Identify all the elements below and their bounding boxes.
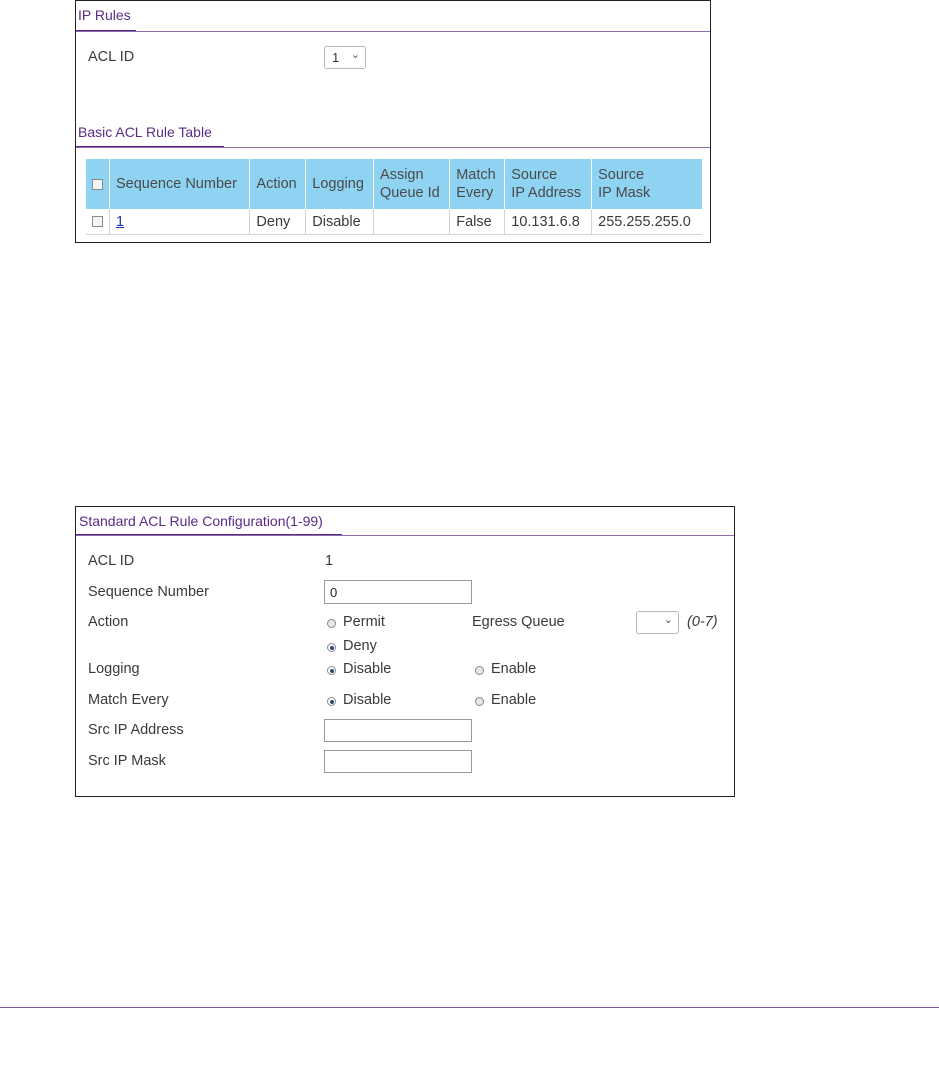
deny-radio[interactable] — [327, 643, 336, 652]
select-all-cell — [86, 159, 110, 209]
cell-action: Deny — [250, 209, 306, 235]
basic-acl-rule-table — [86, 159, 702, 235]
acl-id-select-value: 1 — [332, 50, 340, 65]
col-sequence-number[interactable]: Sequence Number — [110, 159, 250, 209]
basic-acl-table-divider — [76, 147, 710, 148]
config-acl-id-value: 1 — [325, 553, 334, 569]
chevron-down-icon: ⌄ — [663, 614, 673, 626]
acl-id-label: ACL ID — [88, 49, 135, 65]
action-label: Action — [88, 614, 129, 630]
logging-label: Logging — [88, 661, 140, 677]
table-row — [86, 209, 702, 235]
permit-label[interactable]: Permit — [343, 614, 385, 630]
basic-acl-table-title: Basic ACL Rule Table — [78, 124, 212, 140]
sequence-number-input[interactable] — [324, 580, 472, 604]
logging-enable-radio[interactable] — [475, 666, 484, 675]
deny-label[interactable]: Deny — [343, 638, 377, 654]
src-ip-address-input[interactable] — [324, 719, 472, 742]
acl-id-select[interactable] — [324, 46, 366, 69]
footer-divider — [0, 1007, 939, 1008]
cell-source-mask: 255.255.255.0 — [592, 209, 702, 235]
col-source-ip-address[interactable]: Source IP Address — [505, 159, 592, 209]
logging-disable-label[interactable]: Disable — [343, 661, 392, 677]
sequence-number-link[interactable]: 1 — [116, 213, 125, 230]
row-select-cell — [86, 209, 110, 235]
col-match-every[interactable]: Match Every — [450, 159, 505, 209]
col-assign-queue-id[interactable]: Assign Queue Id — [374, 159, 450, 209]
col-logging[interactable]: Logging — [306, 159, 374, 209]
ip-rules-title: IP Rules — [78, 7, 131, 23]
cell-source-ip: 10.131.6.8 — [505, 209, 592, 235]
ip-rules-panel — [75, 0, 711, 243]
cell-logging: Disable — [306, 209, 374, 235]
config-title-divider — [76, 535, 734, 536]
logging-disable-radio[interactable] — [327, 666, 336, 675]
select-all-checkbox[interactable] — [92, 179, 103, 190]
chevron-down-icon: ⌄ — [350, 49, 360, 61]
row-checkbox[interactable] — [92, 216, 103, 227]
col-action[interactable]: Action — [250, 159, 306, 209]
match-every-disable-label[interactable]: Disable — [343, 692, 392, 708]
cell-match-every: False — [450, 209, 505, 235]
sequence-number-label: Sequence Number — [88, 584, 209, 600]
permit-radio[interactable] — [327, 619, 336, 628]
config-acl-id-label: ACL ID — [88, 553, 135, 569]
src-ip-mask-label: Src IP Mask — [88, 753, 166, 769]
cell-sequence-number — [110, 209, 250, 235]
ip-rules-divider — [76, 31, 710, 32]
config-title: Standard ACL Rule Configuration(1-99) — [79, 513, 323, 529]
cell-assign-queue-id — [374, 209, 450, 235]
match-every-disable-radio[interactable] — [327, 697, 336, 706]
src-ip-mask-input[interactable] — [324, 750, 472, 773]
table-header-row — [86, 159, 702, 209]
match-every-enable-radio[interactable] — [475, 697, 484, 706]
match-every-enable-label[interactable]: Enable — [491, 692, 537, 708]
egress-queue-range: (0-7) — [687, 614, 718, 630]
logging-enable-label[interactable]: Enable — [491, 661, 537, 677]
standard-acl-config-panel — [75, 506, 735, 797]
sequence-number-value: 0 — [330, 585, 338, 600]
col-source-ip-mask[interactable]: Source IP Mask — [592, 159, 702, 209]
src-ip-address-label: Src IP Address — [88, 722, 184, 738]
match-every-label: Match Every — [88, 692, 169, 708]
egress-queue-select[interactable] — [636, 611, 679, 634]
egress-queue-label: Egress Queue — [472, 614, 565, 630]
